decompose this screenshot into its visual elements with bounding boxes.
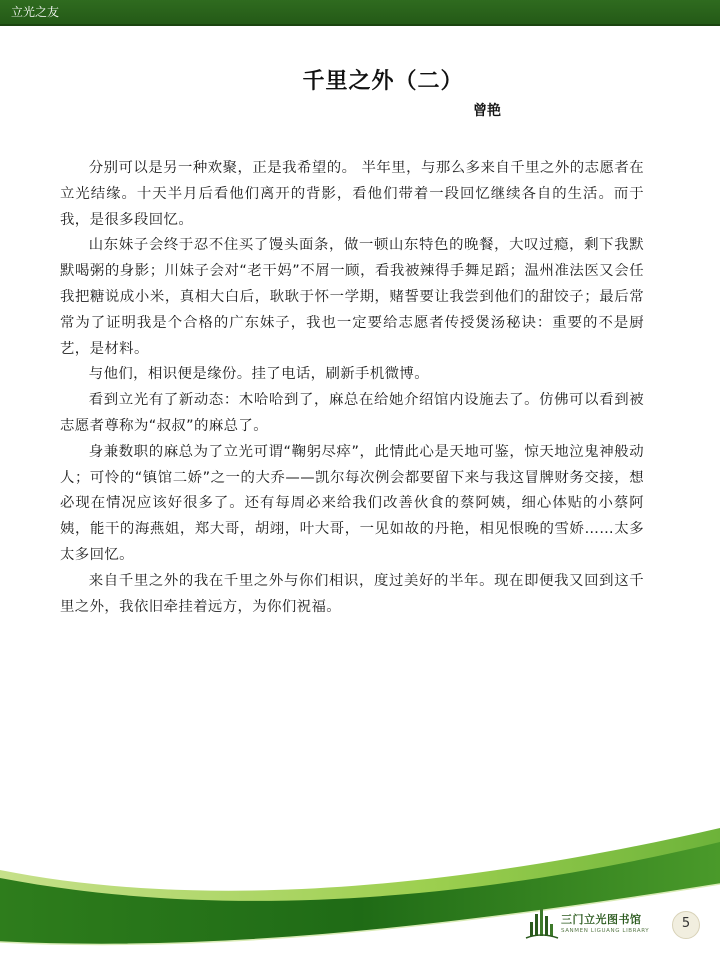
paragraph: 来自千里之外的我在千里之外与你们相识，度过美好的半年。现在即便我又回到这千里之外，我依旧牵挂着远方，为你们祝福。 — [60, 572, 644, 615]
header-label: 立光之友 — [11, 5, 60, 19]
paragraph: 分别可以是另一种欢聚，正是我希望的。 半年里，与那么多来自千里之外的志愿者在立光结缘。十天半月后看他们离开的背影，看他们带着一段回忆继续各自的生活。而于我，是很多段回忆。 — [60, 160, 644, 228]
article-title: 千里之外（二） — [302, 69, 464, 94]
paragraph: 身兼数职的麻总为了立光可谓“鞠躬尽瘁”，此情此心是天地可鉴，惊天地泣鬼神般动人；可怜的“镇馆二娇”之一的大乔——凯尔每次例会都要留下来与我这冒牌财务交接，想必现在情况应该好很多了。还有每周必来给我们改善伙食的蔡阿姨，细心体贴的小蔡阿姨，能干的海燕姐，郑大哥，胡翊，叶大哥，一见如故的丹艳，相见恨晚的雪娇……太多太多回忆。 — [60, 443, 644, 563]
header-bar — [0, 0, 720, 26]
paragraph: 山东妹子会终于忍不住买了馒头面条，做一顿山东特色的晚餐，大叹过瘾，剩下我默默喝粥的身影；川妹子会对“老干妈”不屑一顾，看我被辣得手舞足蹈；温州准法医又会任我把糖说成小米，真相大白后，耿耿于怀一学期，赌誓要让我尝到他们的甜饺子；最后常常为了证明我是个合格的广东妹子，我也一定要给志愿者传授煲汤秘诀：重要的不是厨艺，是材料。 — [60, 237, 644, 357]
paragraph: 与他们，相识便是缘份。挂了电话，刷新手机微博。 — [88, 366, 429, 383]
article-author: 曾艳 — [473, 103, 501, 119]
article-body — [60, 156, 644, 620]
logo-text: 三门立光图书馆 — [561, 913, 642, 926]
paragraph: 看到立光有了新动态：木哈哈到了，麻总在给她介绍馆内设施去了。仿佛可以看到被志愿者尊称为“叔叔”的麻总了。 — [60, 392, 644, 434]
page-number: 5 — [681, 916, 691, 931]
logo-subtext: SANMEN LIGUANG LIBRARY — [561, 928, 650, 934]
